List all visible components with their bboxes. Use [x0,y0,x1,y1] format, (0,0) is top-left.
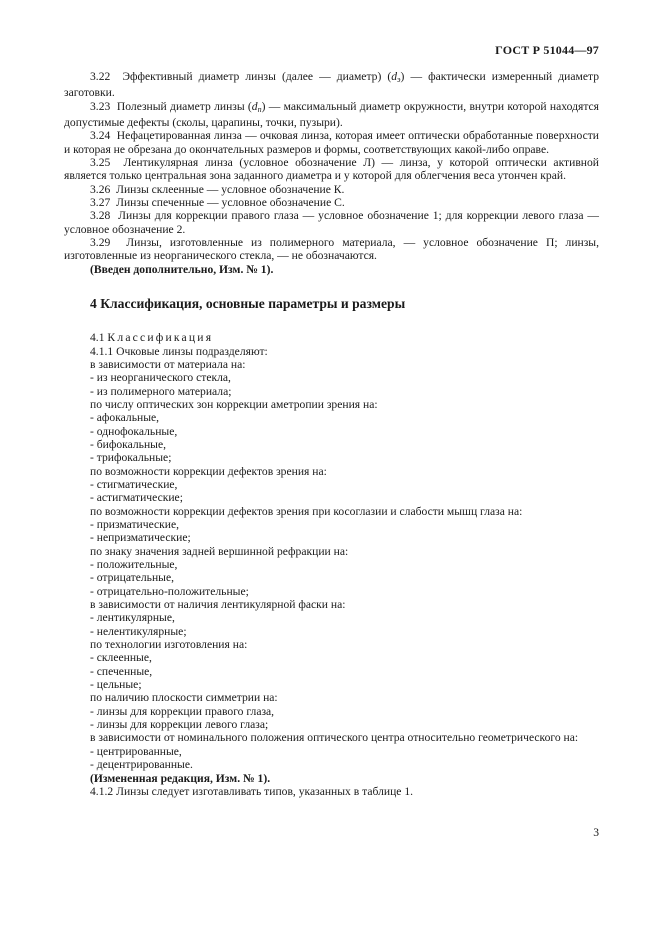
term-text-cont: ) — максимальный диаметр окружности, внутри которой находятся допустимые дефекты (сколы, царапины, точки, пузыри). [64,99,600,130]
term-3-29 [64,236,599,263]
term-number: 3.29 [90,236,111,250]
term-text-cont: ) — фактически измеренный диаметр заготовки. [64,70,599,100]
list-item: - отрицательно-положительные; [90,584,249,598]
amendment-note-introduced: (Введен дополнительно, Изм. № 1). [90,262,274,276]
amendment-note-changed: (Измененная редакция, Изм. № 1). [90,771,271,785]
term-3-27 [64,196,599,209]
term-text: Полезный диаметр линзы ( [116,99,252,113]
term-text: Линзы склеенные — условное обозначение К. [116,182,345,196]
list-item: по наличию плоскости симметрии на: [90,691,278,705]
list-item: - афокальные, [90,411,160,425]
term-3-23 [64,100,599,130]
term-text: Эффективный диаметр линзы (далее — диаметр) ( [122,70,392,83]
list-item: - цельные; [90,678,142,692]
term-number: 3.26 [90,182,111,196]
list-item: - астигматические; [90,491,183,505]
clause-heading-text: Классификация [107,331,214,345]
page-number: 3 [593,826,599,839]
page-content [64,70,599,798]
list-item: - бифокальные, [90,437,166,451]
list-item: по возможности коррекции дефектов зрения при косоглазии и слабости мышц глаза на: [90,504,523,518]
document-id-header: ГОСТ Р 51044—97 [495,43,599,57]
term-text: Линзы для коррекции правого глаза — условное обозначение 1; для коррекции левого глаза — условное обозначение 2. [64,209,599,236]
term-number: 3.22 [90,70,111,83]
clause-number: 4.1 [90,331,105,345]
term-3-25 [64,156,599,183]
list-item: - однофокальные, [90,424,178,438]
optical-center-paragraph: в зависимости от номинального положения оптического центра относительно геометрического на: [90,731,579,745]
list-item: - центрированные, [90,744,182,758]
term-3-28 [64,209,599,236]
clause-4-1-2: 4.1.2 Линзы следует изготавливать типов, указанных в таблице 1. [90,784,414,798]
list-item: - положительные, [90,558,178,571]
list-item: - трифокальные; [90,451,172,465]
term-symbol: d [391,70,398,83]
list-item: - из полимерного материала; [90,384,232,398]
term-number: 3.27 [90,196,111,210]
term-number: 3.28 [90,209,111,223]
term-text: Линзы спеченные — условное обозначение С. [116,196,345,210]
list-item: - линзы для коррекции правого глаза, [90,704,275,718]
term-text: Лентикулярная линза (условное обозначение Л) — линза, у которой оптически активной является только центральная зона заданного диаметра и у которой для облегчения веса утончен край. [64,156,600,183]
term-symbol-subscript: п [257,104,262,114]
term-3-26 [64,183,599,196]
term-text: Нефацетированная линза — очковая линза, которая имеет оптически обработанные поверхности и которая не обрезана до окончательных размеров и формы, соответствующих какой-либо оправе. [64,129,600,156]
list-item: по возможности коррекции дефектов зрения на: [90,464,327,478]
term-number: 3.25 [90,156,111,170]
term-3-24 [64,129,599,156]
list-item: - непризматические; [90,531,191,545]
list-item: - нелентикулярные; [90,624,187,638]
list-item: в зависимости от наличия лентикулярной фаски на: [90,598,346,612]
list-item: по знаку значения задней вершинной рефракции на: [90,544,349,558]
term-text: Линзы, изготовленные из полимерного материала, — условное обозначение П; линзы, изготовленные из неорганического стекла, — не обозначаются. [64,236,599,263]
list-item: - призматические, [90,517,180,531]
term-symbol-subscript: э [397,75,401,84]
list-item: - из неорганического стекла, [90,371,231,385]
list-item: - децентрированные. [90,758,193,772]
list-item: по числу оптических зон коррекции аметропии зрения на: [90,397,378,411]
term-number: 3.24 [90,129,111,143]
term-3-22 [64,70,599,100]
list-item: в зависимости от материала на: [90,357,246,371]
clause-4-1-1: 4.1.1 Очковые линзы подразделяют: [90,344,268,358]
classification-heading [64,331,599,344]
term-number: 3.23 [90,99,111,113]
list-item: по технологии изготовления на: [90,638,248,652]
list-item: - спеченные, [90,664,153,678]
list-item: - лентикулярные, [90,611,175,625]
list-item: - стигматические, [90,477,178,491]
section-title: 4 Классификация, основные параметры и размеры [90,296,406,312]
term-symbol: d [251,99,258,113]
list-item: - склеенные, [90,651,152,665]
classification-list [64,358,599,732]
list-item: - отрицательные, [90,571,174,585]
list-item: - линзы для коррекции левого глаза; [90,718,269,732]
